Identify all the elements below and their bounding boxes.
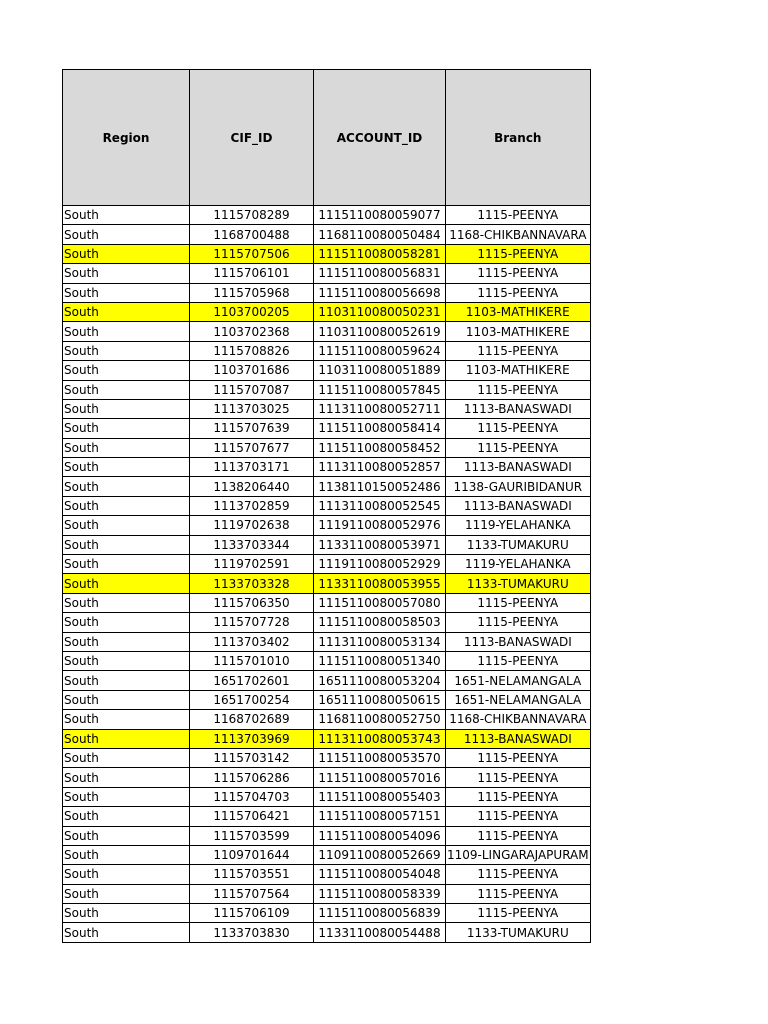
cell-cif-id[interactable]: 1133703344 — [190, 535, 314, 554]
cell-branch[interactable]: 1115-PEENYA — [446, 341, 591, 360]
cell-branch[interactable]: 1651-NELAMANGALA — [446, 690, 591, 709]
cell-account-id[interactable]: 1168110080052750 — [314, 710, 446, 729]
table-row — [63, 671, 591, 690]
cell-cif-id[interactable]: 1113703402 — [190, 632, 314, 651]
cell-cif-id[interactable]: 1115706109 — [190, 904, 314, 923]
table-body — [63, 206, 591, 943]
cell-account-id[interactable]: 1115110080056831 — [314, 264, 446, 283]
cell-branch[interactable]: 1651-NELAMANGALA — [446, 671, 591, 690]
column-header-cif-id[interactable]: CIF_ID — [190, 70, 314, 206]
table-row — [63, 302, 591, 321]
cell-account-id[interactable]: 1115110080059624 — [314, 341, 446, 360]
cell-account-id[interactable]: 1115110080055403 — [314, 787, 446, 806]
cell-cif-id[interactable]: 1119702638 — [190, 516, 314, 535]
table-row — [63, 613, 591, 632]
table-row — [63, 826, 591, 845]
cell-branch[interactable]: 1115-PEENYA — [446, 651, 591, 670]
cell-region[interactable]: South — [63, 884, 190, 903]
cell-account-id[interactable]: 1109110080052669 — [314, 845, 446, 864]
cell-branch[interactable]: 1103-MATHIKERE — [446, 302, 591, 321]
cell-branch[interactable]: 1109-LINGARAJAPURAM — [446, 845, 591, 864]
cell-region[interactable]: South — [63, 206, 190, 225]
account-table — [62, 69, 591, 943]
cell-branch[interactable]: 1115-PEENYA — [446, 283, 591, 302]
cell-region[interactable]: South — [63, 845, 190, 864]
table-row — [63, 399, 591, 418]
table-row — [63, 748, 591, 767]
cell-branch[interactable]: 1168-CHIKBANNAVARA — [446, 710, 591, 729]
cell-branch[interactable]: 1115-PEENYA — [446, 768, 591, 787]
cell-branch[interactable]: 1115-PEENYA — [446, 593, 591, 612]
cell-cif-id[interactable]: 1119702591 — [190, 555, 314, 574]
cell-branch[interactable]: 1119-YELAHANKA — [446, 516, 591, 535]
cell-cif-id[interactable]: 1115706101 — [190, 264, 314, 283]
cell-cif-id[interactable]: 1103702368 — [190, 322, 314, 341]
cell-region[interactable]: South — [63, 593, 190, 612]
cell-account-id[interactable]: 1133110080053955 — [314, 574, 446, 593]
cell-account-id[interactable]: 1115110080057151 — [314, 807, 446, 826]
cell-cif-id[interactable]: 1113702859 — [190, 496, 314, 515]
table-row — [63, 787, 591, 806]
cell-cif-id[interactable]: 1113703025 — [190, 399, 314, 418]
table-row — [63, 206, 591, 225]
cell-branch[interactable]: 1115-PEENYA — [446, 904, 591, 923]
cell-branch[interactable]: 1115-PEENYA — [446, 380, 591, 399]
cell-branch[interactable]: 1168-CHIKBANNAVARA — [446, 225, 591, 244]
cell-account-id[interactable]: 1115110080057016 — [314, 768, 446, 787]
cell-account-id[interactable]: 1133110080053971 — [314, 535, 446, 554]
cell-cif-id[interactable]: 1115701010 — [190, 651, 314, 670]
cell-region[interactable]: South — [63, 710, 190, 729]
cell-account-id[interactable]: 1115110080059077 — [314, 206, 446, 225]
cell-branch[interactable]: 1113-BANASWADI — [446, 729, 591, 748]
table-row — [63, 380, 591, 399]
cell-region[interactable]: South — [63, 555, 190, 574]
cell-account-id[interactable]: 1113110080053743 — [314, 729, 446, 748]
table-row — [63, 574, 591, 593]
cell-branch[interactable]: 1133-TUMAKURU — [446, 923, 591, 942]
cell-account-id[interactable]: 1103110080052619 — [314, 322, 446, 341]
cell-account-id[interactable]: 1115110080056839 — [314, 904, 446, 923]
table-row — [63, 244, 591, 263]
table-row — [63, 768, 591, 787]
cell-branch[interactable]: 1115-PEENYA — [446, 438, 591, 457]
cell-cif-id[interactable]: 1115707728 — [190, 613, 314, 632]
cell-branch[interactable]: 1115-PEENYA — [446, 264, 591, 283]
cell-branch[interactable]: 1115-PEENYA — [446, 206, 591, 225]
cell-branch[interactable]: 1115-PEENYA — [446, 748, 591, 767]
cell-account-id[interactable]: 1113110080052857 — [314, 458, 446, 477]
cell-region[interactable]: South — [63, 826, 190, 845]
column-header-region[interactable]: Region — [63, 70, 190, 206]
table-row — [63, 535, 591, 554]
cell-account-id[interactable]: 1115110080057845 — [314, 380, 446, 399]
cell-region[interactable]: South — [63, 865, 190, 884]
cell-cif-id[interactable]: 1115707506 — [190, 244, 314, 263]
cell-account-id[interactable]: 1651110080050615 — [314, 690, 446, 709]
cell-account-id[interactable]: 1115110080056698 — [314, 283, 446, 302]
table-row — [63, 458, 591, 477]
cell-cif-id[interactable]: 1133703328 — [190, 574, 314, 593]
cell-branch[interactable]: 1133-TUMAKURU — [446, 535, 591, 554]
cell-cif-id[interactable]: 1115707639 — [190, 419, 314, 438]
cell-account-id[interactable]: 1115110080054096 — [314, 826, 446, 845]
cell-cif-id[interactable]: 1115706286 — [190, 768, 314, 787]
cell-cif-id[interactable]: 1651700254 — [190, 690, 314, 709]
cell-account-id[interactable]: 1113110080052711 — [314, 399, 446, 418]
cell-branch[interactable]: 1115-PEENYA — [446, 787, 591, 806]
cell-region[interactable]: South — [63, 477, 190, 496]
cell-region[interactable]: South — [63, 690, 190, 709]
table-row — [63, 845, 591, 864]
cell-account-id[interactable]: 1113110080052545 — [314, 496, 446, 515]
cell-branch[interactable]: 1113-BANASWADI — [446, 632, 591, 651]
cell-region[interactable]: South — [63, 419, 190, 438]
cell-region[interactable]: South — [63, 458, 190, 477]
cell-region[interactable]: South — [63, 574, 190, 593]
cell-branch[interactable]: 1113-BANASWADI — [446, 399, 591, 418]
cell-cif-id[interactable]: 1168702689 — [190, 710, 314, 729]
cell-cif-id[interactable]: 1115707677 — [190, 438, 314, 457]
cell-region[interactable]: South — [63, 225, 190, 244]
cell-region[interactable]: South — [63, 535, 190, 554]
cell-account-id[interactable]: 1115110080058452 — [314, 438, 446, 457]
cell-account-id[interactable]: 1115110080058281 — [314, 244, 446, 263]
table-row — [63, 496, 591, 515]
cell-branch[interactable]: 1103-MATHIKERE — [446, 361, 591, 380]
cell-cif-id[interactable]: 1103700205 — [190, 302, 314, 321]
cell-branch[interactable]: 1138-GAURIBIDANUR — [446, 477, 591, 496]
cell-region[interactable]: South — [63, 516, 190, 535]
cell-region[interactable]: South — [63, 613, 190, 632]
cell-account-id[interactable]: 1168110080050484 — [314, 225, 446, 244]
cell-branch[interactable]: 1115-PEENYA — [446, 244, 591, 263]
cell-branch[interactable]: 1113-BANASWADI — [446, 458, 591, 477]
cell-cif-id[interactable]: 1115703142 — [190, 748, 314, 767]
cell-region[interactable]: South — [63, 361, 190, 380]
header-row — [63, 70, 591, 206]
column-header-account-id[interactable]: ACCOUNT_ID — [314, 70, 446, 206]
cell-region[interactable]: South — [63, 322, 190, 341]
cell-account-id[interactable]: 1115110080058503 — [314, 613, 446, 632]
cell-region[interactable]: South — [63, 923, 190, 942]
cell-account-id[interactable]: 1103110080051889 — [314, 361, 446, 380]
cell-account-id[interactable]: 1115110080057080 — [314, 593, 446, 612]
cell-branch[interactable]: 1133-TUMAKURU — [446, 574, 591, 593]
cell-cif-id[interactable]: 1115704703 — [190, 787, 314, 806]
cell-cif-id[interactable]: 1115708826 — [190, 341, 314, 360]
table-row — [63, 419, 591, 438]
cell-branch[interactable]: 1115-PEENYA — [446, 613, 591, 632]
cell-branch[interactable]: 1119-YELAHANKA — [446, 555, 591, 574]
cell-cif-id[interactable]: 1115707564 — [190, 884, 314, 903]
table-row — [63, 516, 591, 535]
cell-branch[interactable]: 1103-MATHIKERE — [446, 322, 591, 341]
cell-cif-id[interactable]: 1115705968 — [190, 283, 314, 302]
cell-region[interactable]: South — [63, 904, 190, 923]
cell-region[interactable]: South — [63, 283, 190, 302]
cell-cif-id[interactable]: 1133703830 — [190, 923, 314, 942]
table-row — [63, 477, 591, 496]
cell-region[interactable]: South — [63, 302, 190, 321]
table-row — [63, 341, 591, 360]
cell-region[interactable]: South — [63, 380, 190, 399]
table-row — [63, 690, 591, 709]
table-row — [63, 283, 591, 302]
cell-branch[interactable]: 1115-PEENYA — [446, 419, 591, 438]
cell-cif-id[interactable]: 1115703599 — [190, 826, 314, 845]
cell-region[interactable]: South — [63, 399, 190, 418]
cell-account-id[interactable]: 1115110080058414 — [314, 419, 446, 438]
cell-branch[interactable]: 1115-PEENYA — [446, 826, 591, 845]
table-row — [63, 632, 591, 651]
cell-cif-id[interactable]: 1651702601 — [190, 671, 314, 690]
cell-region[interactable]: South — [63, 787, 190, 806]
cell-account-id[interactable]: 1119110080052929 — [314, 555, 446, 574]
cell-account-id[interactable]: 1115110080054048 — [314, 865, 446, 884]
table-row — [63, 904, 591, 923]
cell-region[interactable]: South — [63, 768, 190, 787]
cell-cif-id[interactable]: 1113703171 — [190, 458, 314, 477]
cell-cif-id[interactable]: 1115708289 — [190, 206, 314, 225]
cell-cif-id[interactable]: 1103701686 — [190, 361, 314, 380]
cell-cif-id[interactable]: 1115707087 — [190, 380, 314, 399]
cell-region[interactable]: South — [63, 244, 190, 263]
cell-branch[interactable]: 1113-BANASWADI — [446, 496, 591, 515]
cell-region[interactable]: South — [63, 438, 190, 457]
cell-cif-id[interactable]: 1115706350 — [190, 593, 314, 612]
table-row — [63, 923, 591, 942]
cell-branch[interactable]: 1115-PEENYA — [446, 884, 591, 903]
cell-branch[interactable]: 1115-PEENYA — [446, 807, 591, 826]
cell-region[interactable]: South — [63, 729, 190, 748]
table-row — [63, 593, 591, 612]
table-row — [63, 710, 591, 729]
cell-cif-id[interactable]: 1109701644 — [190, 845, 314, 864]
table-row — [63, 225, 591, 244]
cell-account-id[interactable]: 1115110080051340 — [314, 651, 446, 670]
cell-account-id[interactable]: 1103110080050231 — [314, 302, 446, 321]
cell-cif-id[interactable]: 1113703969 — [190, 729, 314, 748]
cell-region[interactable]: South — [63, 671, 190, 690]
table-row — [63, 264, 591, 283]
cell-region[interactable]: South — [63, 651, 190, 670]
cell-account-id[interactable]: 1651110080053204 — [314, 671, 446, 690]
cell-region[interactable]: South — [63, 496, 190, 515]
table-row — [63, 651, 591, 670]
table-row — [63, 555, 591, 574]
cell-cif-id[interactable]: 1138206440 — [190, 477, 314, 496]
table-row — [63, 322, 591, 341]
cell-region[interactable]: South — [63, 748, 190, 767]
table-row — [63, 884, 591, 903]
cell-region[interactable]: South — [63, 264, 190, 283]
table-header — [63, 70, 591, 206]
column-header-branch[interactable]: Branch — [446, 70, 591, 206]
table-row — [63, 807, 591, 826]
cell-cif-id[interactable]: 1115706421 — [190, 807, 314, 826]
table-row — [63, 729, 591, 748]
cell-cif-id[interactable]: 1168700488 — [190, 225, 314, 244]
table-row — [63, 438, 591, 457]
cell-account-id[interactable]: 1138110150052486 — [314, 477, 446, 496]
cell-account-id[interactable]: 1113110080053134 — [314, 632, 446, 651]
cell-branch[interactable]: 1115-PEENYA — [446, 865, 591, 884]
cell-region[interactable]: South — [63, 807, 190, 826]
cell-account-id[interactable]: 1133110080054488 — [314, 923, 446, 942]
cell-cif-id[interactable]: 1115703551 — [190, 865, 314, 884]
table-row — [63, 865, 591, 884]
table-row — [63, 361, 591, 380]
cell-account-id[interactable]: 1119110080052976 — [314, 516, 446, 535]
cell-region[interactable]: South — [63, 632, 190, 651]
cell-region[interactable]: South — [63, 341, 190, 360]
cell-account-id[interactable]: 1115110080053570 — [314, 748, 446, 767]
cell-account-id[interactable]: 1115110080058339 — [314, 884, 446, 903]
